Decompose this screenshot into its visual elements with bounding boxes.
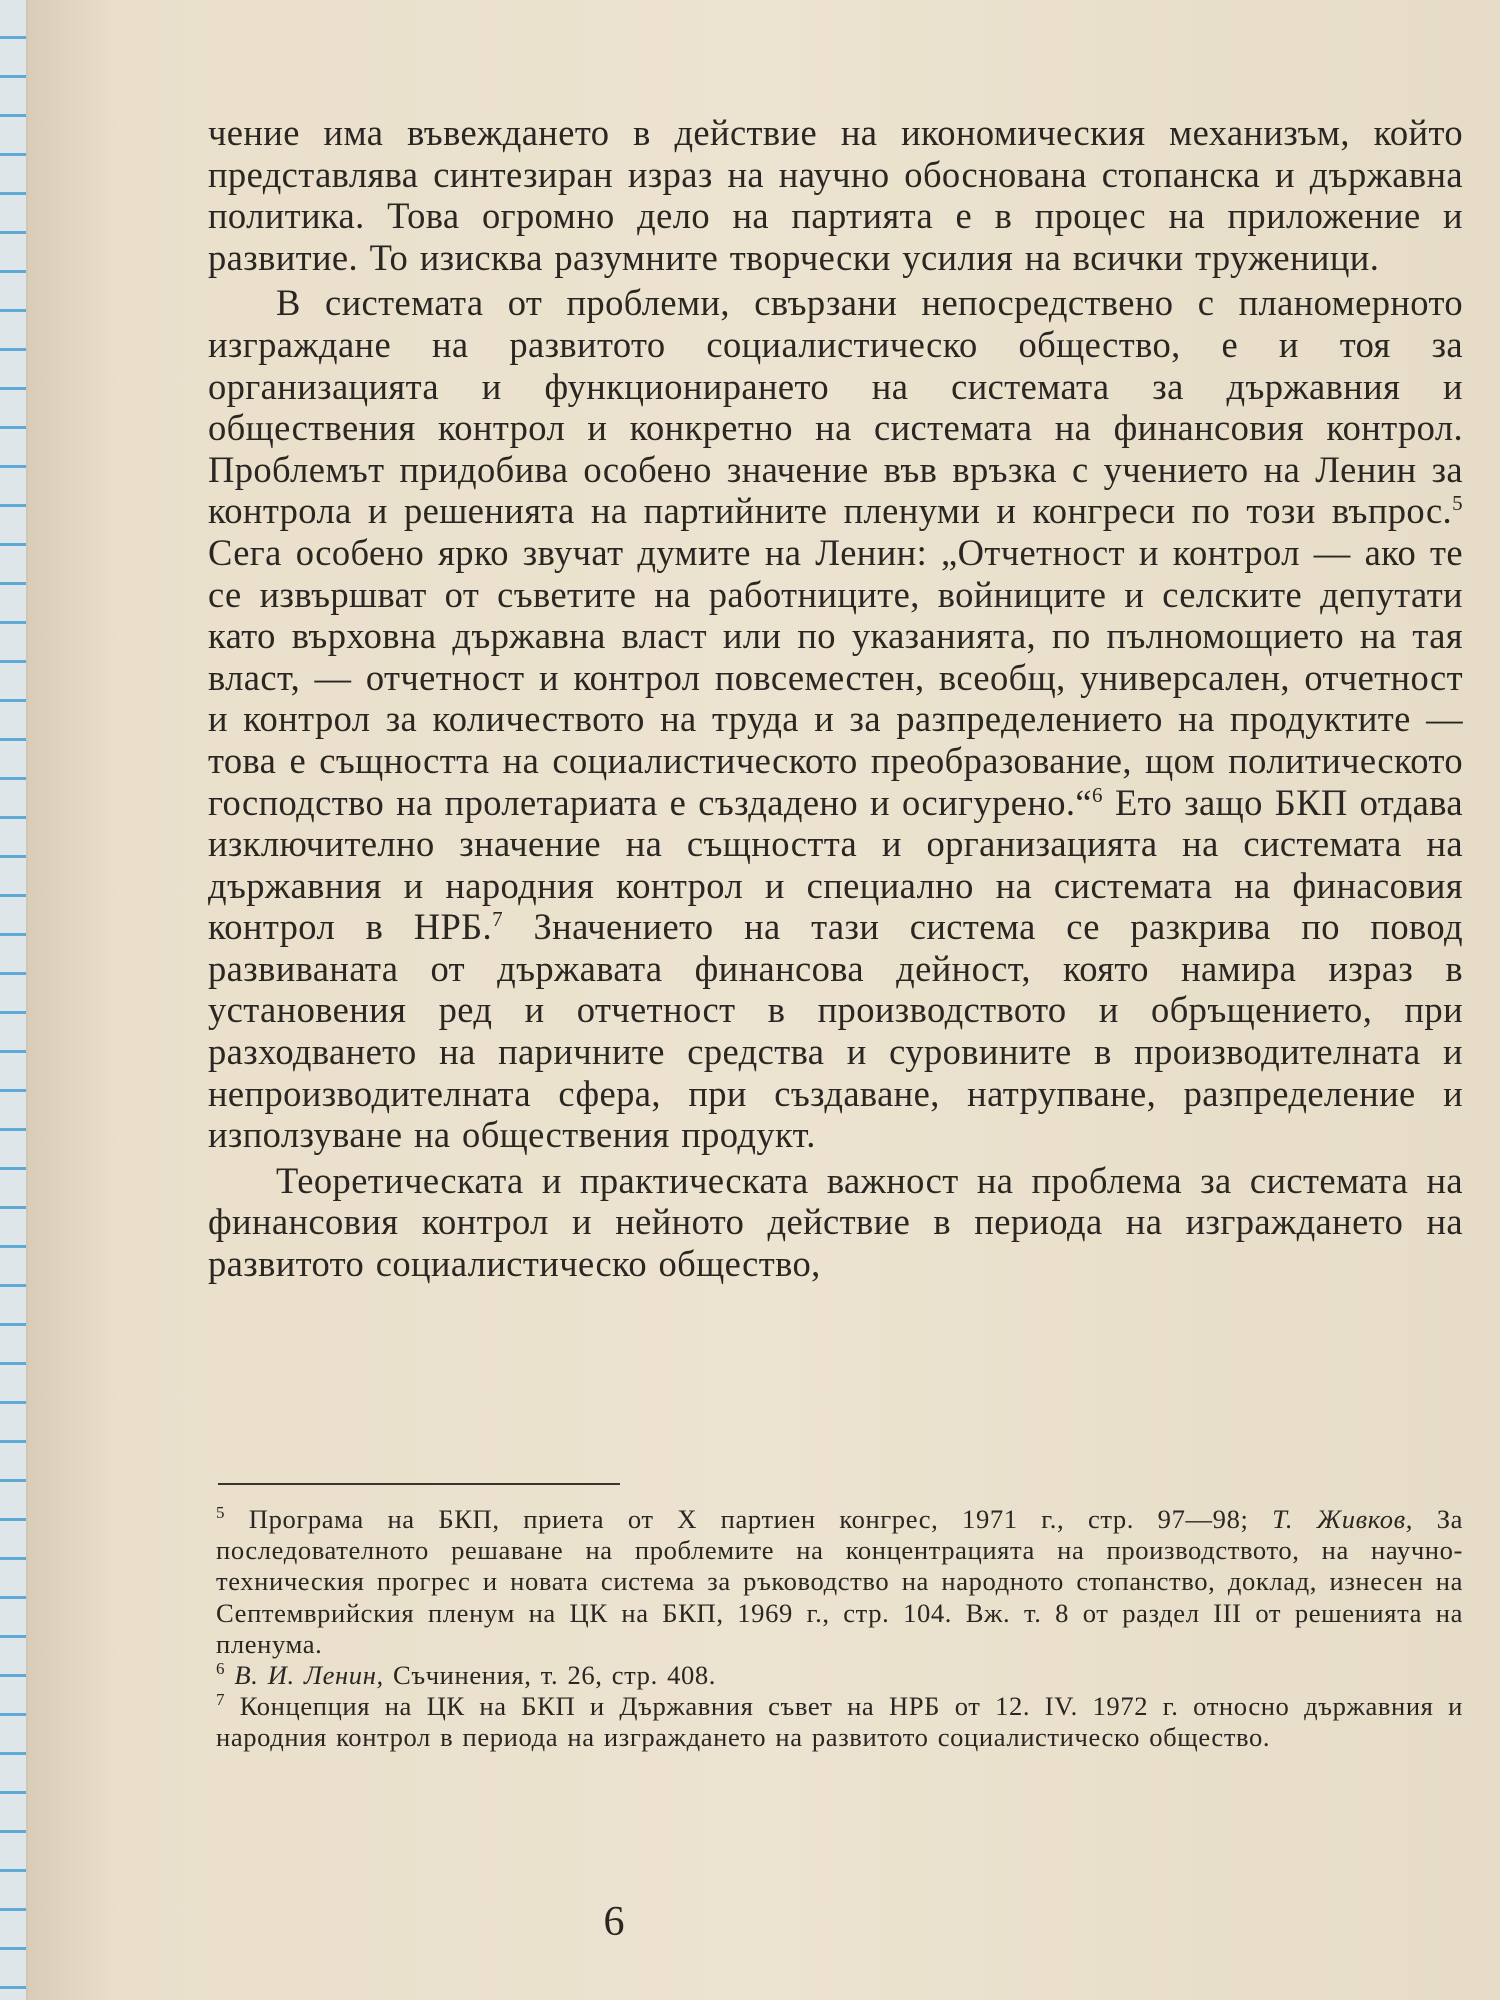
page-number: 6 (603, 1899, 625, 1945)
footnotes (216, 1504, 1463, 1754)
footnote-6: $^6$ В. И. Ленин, Съчинения, т. 26, стр. 408. (216, 1659, 717, 1691)
footnote-ref-6[interactable]: 6 (1092, 782, 1103, 807)
footnote-mark: 6 (216, 1659, 226, 1679)
footnote-mark: 7 (216, 1690, 226, 1710)
main-text (208, 112, 1463, 1285)
footnote-7: $^7$ Концепция на ЦК на БКП и Държавния съвет на НРБ от 12. IV. 1972 г. относно държавния и народния контрол в периода на изграждането на развитото социалистическо общество. (216, 1690, 1463, 1753)
footnote-ref-7[interactable]: 7 (492, 907, 503, 932)
footnote-author: В. И. Ленин, (234, 1660, 384, 1691)
footnote-5: $^5$ Програма на БКП, приета от X партиен конгрес, 1971 г., стр. 97—98; Т. Живков, За последователното решаване на проблемите на концентрацията на производството, на научно-техническия прогрес и новата система за ръководство на народното стопанство, доклад, изнесен на Септемврийския пленум на ЦК на БКП, 1969 г., стр. 104. Вж. т. 8 от раздел III от решенията на пленума. (216, 1503, 1464, 1659)
paragraph-1: чение има въвеждането в действие на икономическия механизъм, който представлява синтезиран израз на научно обоснована стопанска и държавна политика. Това огромно дело на партията е в процес на приложение и развитие. То изисква разумните творчески усилия на всички труженици. (208, 112, 1463, 278)
footnote-author: Т. Живков, (1272, 1504, 1414, 1534)
footnote-ref-5[interactable]: 5 (1452, 491, 1463, 516)
footnote-mark: 5 (216, 1503, 226, 1523)
book-page (28, 0, 1500, 2000)
footnote-separator (218, 1483, 620, 1485)
notebook-edge-strip (0, 0, 28, 2000)
paragraph-2: В системата от проблеми, свързани непосредствено с планомерното изграждане на развитото социалистическо общество, е и тоя за организацията и функционирането на системата за държавния и обществения контрол и конкретно на системата на финансовия контрол. Проблемът придобива особено значение във връзка с учението на Ленин за контрола и решенията на партийните пленуми и конгреси по този въпрос.$^5$ Сега особено ярко звучат думите на Ленин: „Отчетност и контрол — ако те се извършват от съветите на работниците, войниците и селските депутати като върховна държавна власт или по указанията, по пълномощието на тая власт, — отчетност и контрол повсеместен, всеобщ, универсален, отчетност и контрол за количеството на труда и за разпределението на продуктите — това е същността на социалистическото преобразование, щом политическото господство на пролетариата е създадено и осигурено.“$^6$ Ето защо БКП отдава изключително значение на същността и организацията на системата на държавния и народния контрол и специално на системата на финасовия контрол в НРБ.$^7$ Значението на тази система се разкрива по повод развиваната от държавата финансова дейност, която намира израз в установения ред и отчетност в производството и обръщението, при разходването на паричните средства и суровините в производителната и непроизводителната сфера, при създаване, натрупване, разпределение и използуване на обществения продукт. (208, 282, 1463, 1156)
paragraph-3: Теоретическата и практическата важност на проблема за системата на финансовия контрол и нейното действие в периода на изграждането на развитото социалистическо общество, (208, 1159, 1463, 1285)
